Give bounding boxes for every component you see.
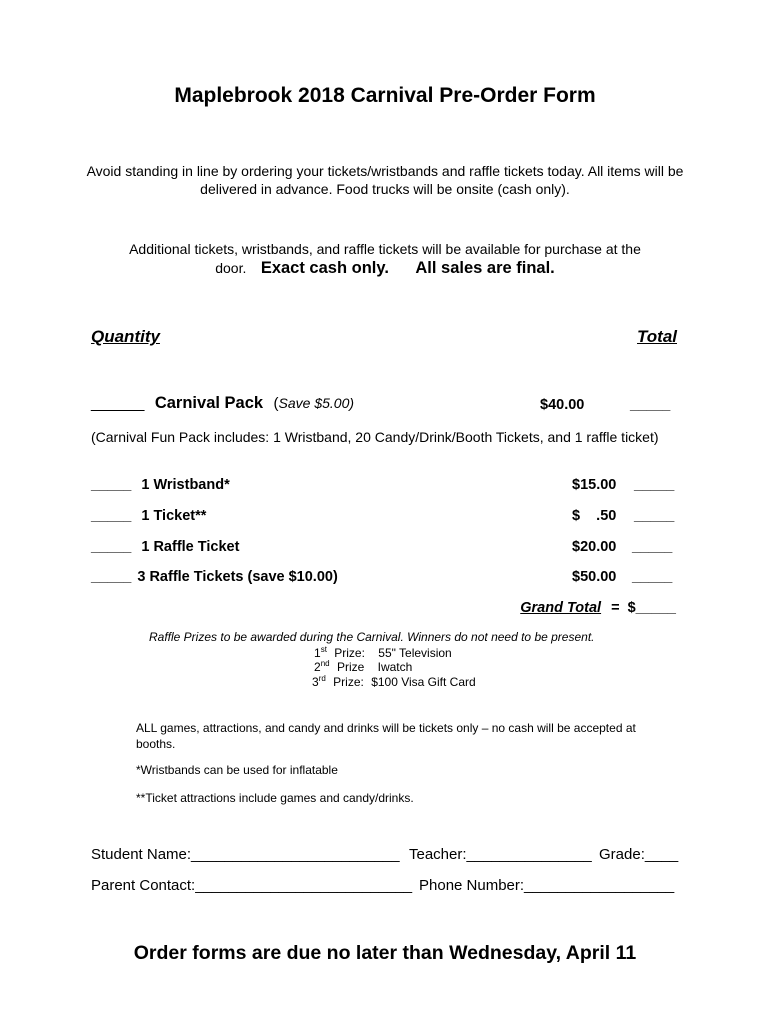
grand-total-value[interactable]: $_____ [627, 600, 676, 616]
carnival-pack-label: Carnival Pack [154, 394, 264, 412]
prize-1 [314, 646, 452, 660]
raffle-ticket-total-blank[interactable]: _____ [632, 539, 673, 555]
three-raffle-label: 3 Raffle Tickets (save $10.00) [137, 569, 338, 585]
note-ticket-attractions: **Ticket attractions include games and candy/drinks. [136, 791, 414, 805]
prize-1-value: 55" Television [378, 646, 452, 660]
intro-paragraph-2-line-2 [0, 259, 770, 278]
grand-total-eq: = [611, 600, 620, 616]
total-header: Total [637, 327, 677, 346]
raffle-ticket-quantity-blank[interactable]: _____ [91, 539, 132, 555]
raffle-ticket-price: $20.00 [572, 539, 617, 555]
carnival-pack-price: $40.00 [540, 397, 585, 413]
all-sales-final-text: All sales are final. [415, 259, 555, 277]
wristband-quantity-blank[interactable]: _____ [91, 477, 132, 493]
raffle-ticket-label: 1 Raffle Ticket [141, 539, 240, 555]
prize-3-num: 3 [312, 675, 319, 689]
prize-2-num: 2 [314, 660, 321, 674]
carnival-pack-paren: ( [273, 395, 279, 412]
note-tickets-only: ALL games, attractions, and candy and drinks will be tickets only – no cash will be accepted at booths. [136, 721, 636, 751]
page-title: Maplebrook 2018 Carnival Pre-Order Form [174, 84, 596, 107]
prize-3-value: $100 Visa Gift Card [371, 675, 476, 689]
door-text: door. [215, 260, 247, 276]
due-date-footer: Order forms are due no later than Wednesday, April 11 [133, 942, 637, 964]
grand-total-row [520, 600, 676, 616]
carnival-pack-row [91, 394, 354, 413]
intro-paragraph-1: Avoid standing in line by ordering your tickets/wristbands and raffle tickets today. All items will be delivered in advance. Food trucks will be onsite (cash only). [86, 163, 684, 197]
three-raffle-total-blank[interactable]: _____ [632, 569, 673, 585]
prize-3 [312, 675, 476, 689]
three-raffle-tickets-row [91, 569, 338, 585]
prize-1-num: 1 [314, 646, 321, 660]
prize-2-value: Iwatch [377, 660, 413, 674]
carnival-pack-total-blank[interactable]: _____ [630, 397, 671, 413]
prize-1-sup: st [320, 645, 327, 654]
prize-2-sup: nd [320, 659, 330, 668]
prize-2-label: Prize [336, 660, 365, 674]
intro-paragraph-2: Additional tickets, wristbands, and raffle tickets will be available for purchase at the [129, 241, 641, 257]
prize-1-label: Prize: [334, 646, 365, 660]
phone-number-field[interactable]: Phone Number:__________________ [419, 877, 675, 894]
prize-3-label: Prize: [333, 675, 364, 689]
raffle-prizes-heading: Raffle Prizes to be awarded during the Carnival. Winners do not need to be present. [149, 630, 595, 644]
carnival-pack-save: Save $5.00) [278, 395, 355, 411]
ticket-row [91, 508, 206, 524]
teacher-field[interactable]: Teacher:_______________ [409, 846, 592, 863]
carnival-pack-includes: (Carnival Fun Pack includes: 1 Wristband, 20 Candy/Drink/Booth Tickets, and 1 raffle ticket) [91, 429, 659, 445]
parent-contact-field[interactable]: Parent Contact:__________________________ [91, 877, 413, 894]
note-wristbands: *Wristbands can be used for inflatable [136, 763, 338, 777]
ticket-quantity-blank[interactable]: _____ [91, 508, 132, 524]
wristband-total-blank[interactable]: _____ [634, 477, 675, 493]
ticket-total-blank[interactable]: _____ [634, 508, 675, 524]
ticket-price: $ .50 [572, 508, 617, 524]
prize-3-sup: rd [318, 674, 326, 683]
carnival-pack-quantity-blank[interactable]: ______ [91, 395, 145, 412]
quantity-header: Quantity [91, 327, 160, 346]
ticket-label: 1 Ticket** [141, 508, 207, 524]
exact-cash-text: Exact cash only. [260, 259, 389, 277]
grand-total-label: Grand Total [520, 600, 602, 616]
grade-field[interactable]: Grade:____ [599, 846, 679, 863]
student-name-field[interactable]: Student Name:_________________________ [91, 846, 400, 863]
wristband-price: $15.00 [572, 477, 617, 493]
three-raffle-quantity-blank[interactable]: _____ [91, 569, 132, 585]
three-raffle-price: $50.00 [572, 569, 617, 585]
wristband-label: 1 Wristband* [141, 477, 230, 493]
raffle-ticket-row [91, 539, 239, 555]
prize-2 [314, 660, 412, 674]
wristband-row [91, 477, 230, 493]
